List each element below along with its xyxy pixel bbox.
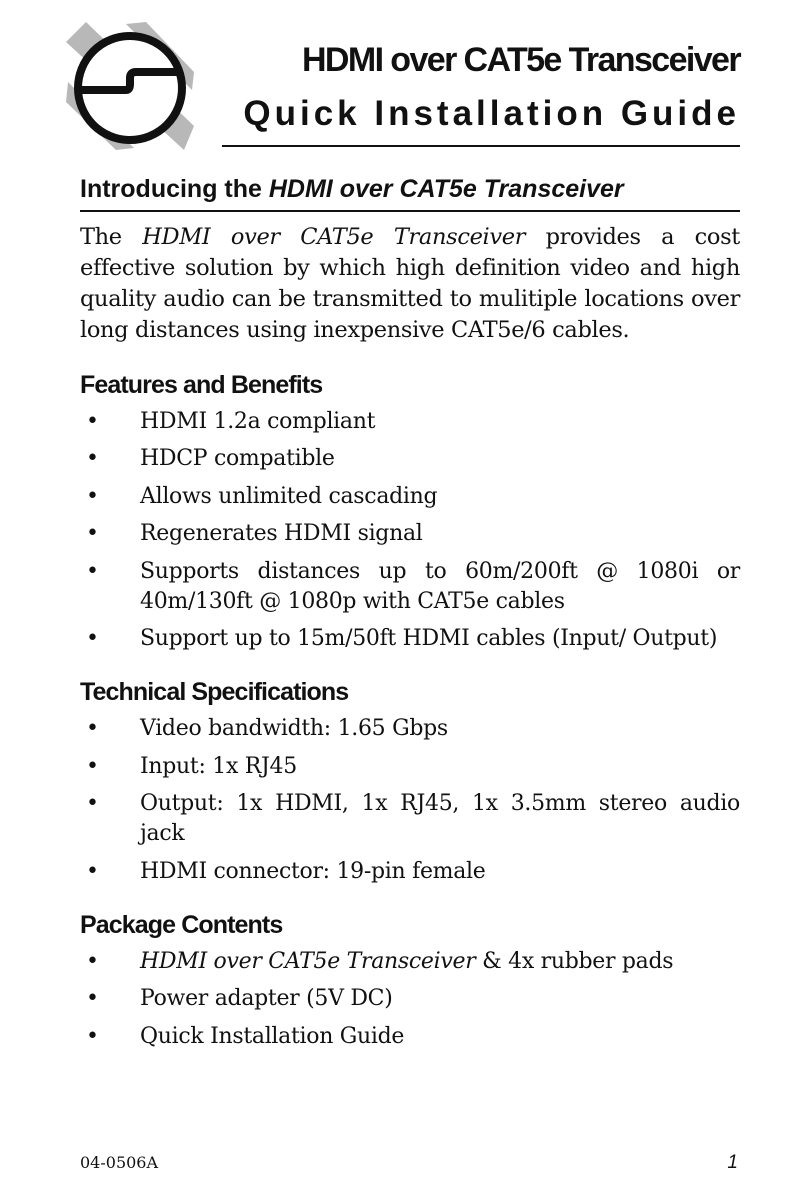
title-block [222, 40, 740, 136]
list-item-text: Output: 1x HDMI, 1x RJ45, 1x 3.5mm stereo audio jack [140, 791, 740, 846]
specs-list [80, 714, 740, 887]
bullet-icon: • [86, 791, 99, 816]
package-item-product: HDMI over CAT5e Transceiver [140, 948, 476, 974]
siig-logo-icon [66, 22, 194, 150]
list-item-text: Input: 1x RJ45 [140, 753, 297, 779]
list-item-text: Support up to 15m/50ft HDMI cables (Input/ Output) [140, 626, 718, 651]
intro-heading-prefix: Introducing the [80, 175, 269, 203]
specs-heading: Technical Specifications [80, 678, 349, 706]
list-item [80, 984, 740, 1014]
bullet-icon: • [86, 446, 99, 471]
list-item [80, 947, 740, 977]
list-item-text: HDMI connector: 19-pin female [140, 858, 486, 884]
document-title: HDMI over CAT5e Transceiver [301, 41, 740, 79]
features-heading: Features and Benefits [80, 370, 323, 399]
list-item [80, 857, 740, 887]
intro-paragraph [80, 222, 740, 346]
bullet-icon: • [86, 483, 99, 509]
content-area [80, 172, 740, 1059]
list-item-text: HDMI 1.2a compliant [140, 408, 376, 434]
document-id: 04-0506A [80, 1153, 159, 1172]
title-divider [222, 145, 740, 147]
bullet-icon: • [86, 986, 99, 1011]
list-item [80, 714, 740, 744]
intro-heading [80, 172, 740, 212]
bullet-icon: • [86, 753, 99, 779]
list-item [80, 444, 740, 474]
features-list [80, 407, 740, 655]
list-item [80, 407, 740, 437]
list-item [80, 624, 740, 654]
list-item-text: Power adapter (5V DC) [140, 986, 393, 1011]
intro-heading-product: HDMI over CAT5e Transceiver [268, 175, 624, 203]
package-heading: Package Contents [80, 910, 283, 939]
list-item [80, 557, 740, 617]
bullet-icon: • [86, 948, 99, 974]
bullet-icon: • [86, 626, 99, 651]
bullet-icon: • [86, 558, 99, 584]
page-number: 1 [727, 1152, 738, 1173]
list-item-text: HDCP compatible [140, 446, 335, 471]
list-item [80, 482, 740, 512]
bullet-icon: • [86, 1023, 99, 1049]
bullet-icon: • [86, 716, 99, 741]
document-subtitle: Quick Installation Guide [243, 94, 740, 133]
package-list [80, 947, 740, 1052]
list-item [80, 789, 740, 849]
intro-para-prefix: The [80, 224, 143, 250]
list-item [80, 752, 740, 782]
bullet-icon: • [86, 521, 99, 546]
bullet-icon: • [86, 858, 99, 884]
list-item [80, 519, 740, 549]
list-item [80, 1022, 740, 1052]
package-item-rest: & 4x rubber pads [475, 948, 674, 974]
list-item-text: Allows unlimited cascading [140, 483, 438, 509]
intro-para-product: HDMI over CAT5e Transceiver [142, 224, 526, 250]
list-item-text: Regenerates HDMI signal [140, 521, 423, 546]
list-item-text: Quick Installation Guide [140, 1023, 405, 1049]
list-item-text: Video bandwidth: 1.65 Gbps [140, 716, 448, 741]
list-item-text: Supports distances up to 60m/200ft @ 1080i or 40m/130ft @ 1080p with CAT5e cables [140, 558, 740, 614]
bullet-icon: • [86, 408, 99, 434]
intro-para-rest: provides a cost effective solution by which high definition video and high quality audio can be transmitted to mulitiple locations over long distances using inexpensive CAT5e/6 cables. [80, 224, 740, 343]
